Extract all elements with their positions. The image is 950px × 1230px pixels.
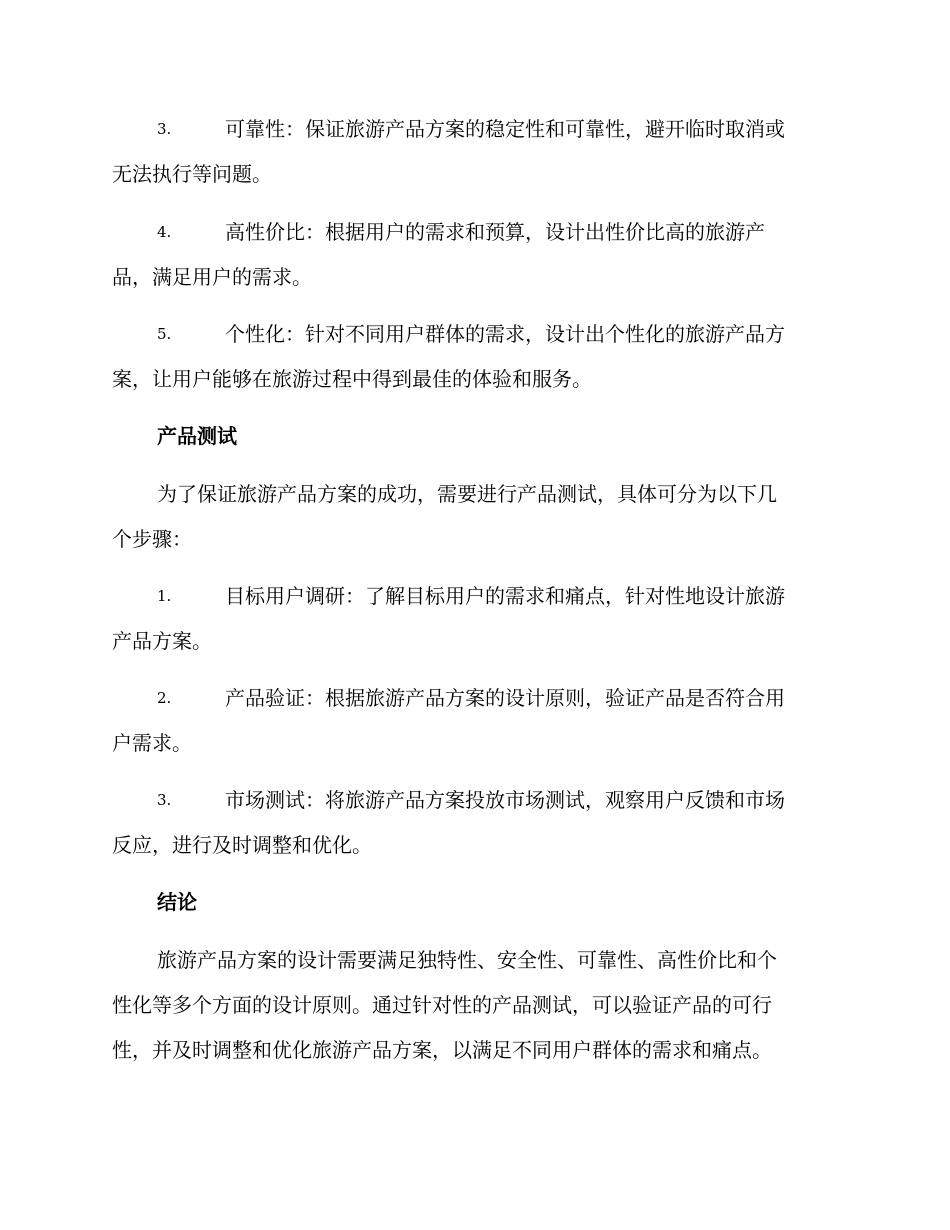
list-item-number: 1. (157, 587, 172, 605)
list-item-text: 高性价比：根据用户的需求和预算，设计出性价比高的旅游产 (225, 220, 765, 244)
list-item-text: 目标用户调研：了解目标用户的需求和痛点，针对性地设计旅游 (225, 584, 785, 608)
list-item-text-continued: 产品方案。 (112, 629, 212, 653)
list-item-number: 2. (157, 689, 172, 707)
list-item-text-continued: 反应，进行及时调整和优化。 (112, 833, 372, 857)
paragraph-line: 个步骤： (112, 527, 192, 551)
paragraph-line: 性化等多个方面的设计原则。通过针对性的产品测试，可以验证产品的可行 (112, 993, 772, 1017)
paragraph-line: 性，并及时调整和优化旅游产品方案，以满足不同用户群体的需求和痛点。 (112, 1038, 772, 1062)
list-item-text-continued: 品，满足用户的需求。 (112, 265, 312, 289)
list-item-text-continued: 案，让用户能够在旅游过程中得到最佳的体验和服务。 (112, 367, 592, 391)
section-heading: 产品测试 (157, 424, 237, 448)
list-item-text: 个性化：针对不同用户群体的需求，设计出个性化的旅游产品方 (225, 322, 785, 346)
paragraph-line: 为了保证旅游产品方案的成功，需要进行产品测试，具体可分为以下几 (157, 482, 777, 506)
list-item-number: 3. (157, 120, 172, 138)
list-item-number: 5. (157, 325, 172, 343)
list-item-number: 4. (157, 223, 172, 241)
list-item-text: 可靠性：保证旅游产品方案的稳定性和可靠性，避开临时取消或 (225, 117, 785, 141)
list-item-text: 产品验证：根据旅游产品方案的设计原则，验证产品是否符合用 (225, 686, 785, 710)
list-item-number: 3. (157, 791, 172, 809)
list-item-text-continued: 户需求。 (112, 731, 192, 755)
section-heading: 结论 (157, 890, 197, 914)
paragraph-line: 旅游产品方案的设计需要满足独特性、安全性、可靠性、高性价比和个 (157, 948, 777, 972)
list-item-text: 市场测试：将旅游产品方案投放市场测试，观察用户反馈和市场 (225, 788, 785, 812)
list-item-text-continued: 无法执行等问题。 (112, 162, 272, 186)
